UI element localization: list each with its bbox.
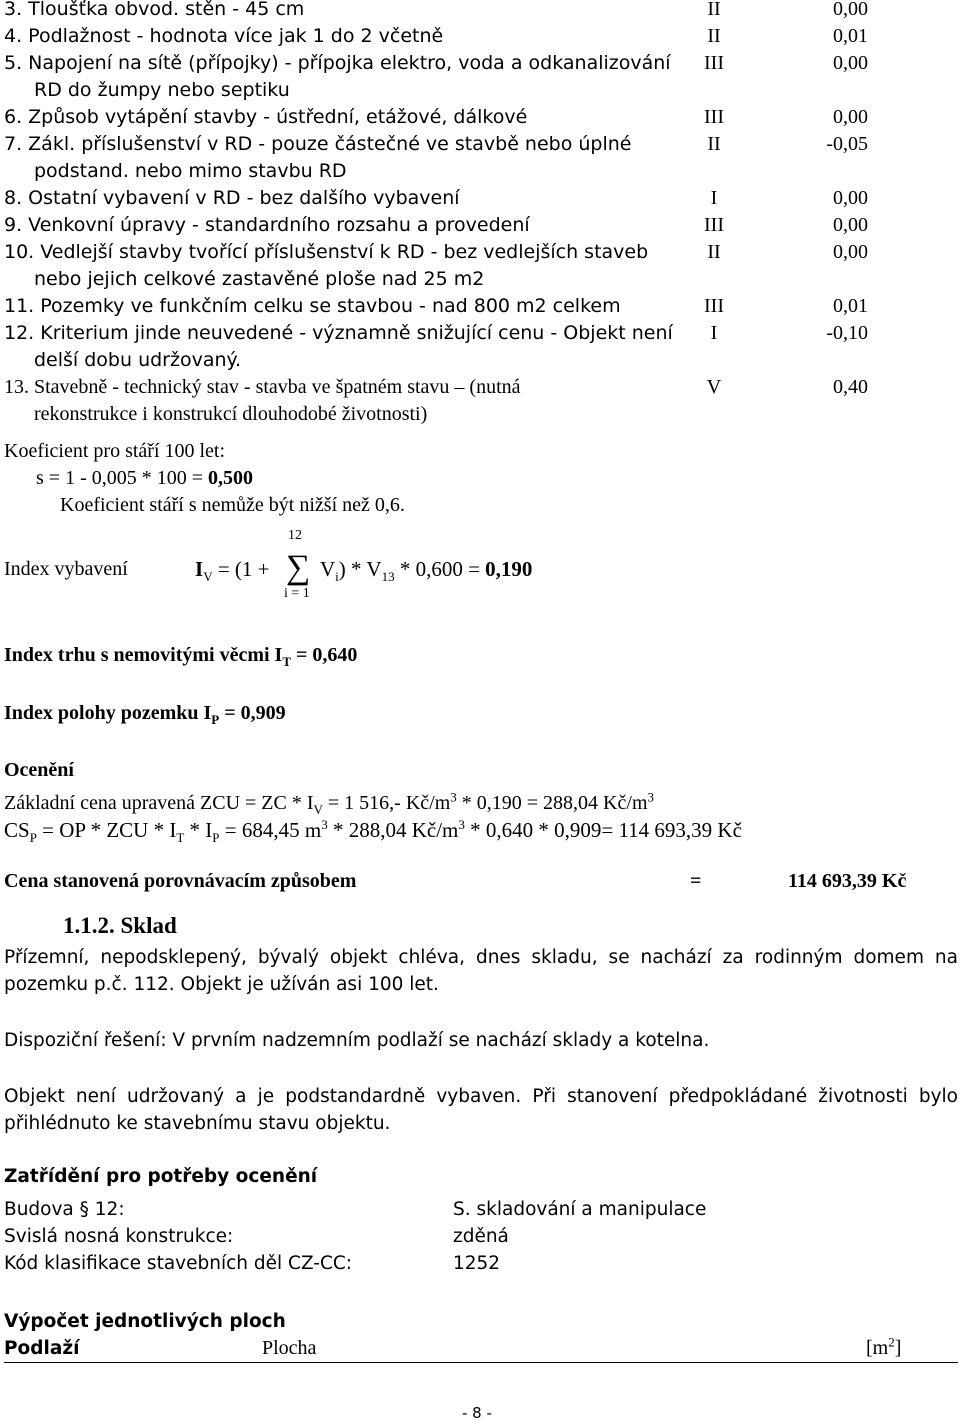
age-result: 0,500 [208,467,254,489]
price-label: Cena stanovená porovnávacím způsobem [4,870,357,892]
criterion-text: 9. Venkovní úpravy - standardního rozsahu a provedení [4,214,530,236]
criterion-value: 0,00 [833,52,868,74]
section-para-1: Přízemní, nepodsklepený, bývalý objekt chléva, dnes skladu, se nachází za rodinným domem na pozemku p.č. 112. Objekt je užíván asi 100 let. [4,947,958,995]
age-formula: s = 1 - 0,005 * 100 = 0,500 [36,467,254,489]
section-heading: 1.1.2. Sklad [63,913,177,938]
criterion-value: 0,00 [833,0,868,20]
criterion-level: II [707,25,721,47]
criterion-row [4,50,954,104]
equipment-index-result: 0,190 [485,557,533,581]
class-row-3-label: Kód klasifikace stavebních děl CZ-CC: [4,1253,353,1274]
equipment-index-formula-tail: $V_i) * V_{13} * 0,600 = 0,190$ [320,557,533,585]
areas-header-rule [4,1362,958,1363]
criterion-row [4,374,954,428]
criterion-text-continued: delší dobu udržovaný. [34,349,242,371]
criterion-level: V [706,376,722,398]
criterion-text: 8. Ostatní vybavení v RD - bez dalšího vybavení [4,187,460,209]
criterion-value: 0,00 [833,187,868,209]
criterion-text-continued: podstand. nebo mimo stavbu RD [34,160,347,182]
equipment-index-formula: $I_V = (1$ + [195,557,270,585]
criterion-text-continued: RD do žumpy nebo septiku [34,79,290,101]
sum-bottom: i = 1 [284,586,310,601]
areas-heading: Výpočet jednotlivých ploch [4,1311,286,1332]
criterion-level: I [710,322,718,344]
criterion-value: 0,00 [833,106,868,128]
criterion-level: III [704,52,724,74]
location-index: Index polohy pozemku $I_P = 0,909$ [4,702,286,727]
criterion-level: II [707,0,721,20]
price-equals: = [690,870,702,892]
criterion-level: III [704,214,724,236]
criterion-text: 3. Tloušťka obvod. stěn - 45 cm [4,0,305,20]
price-value: 114 693,39 Kč [788,870,907,892]
class-row-2-label: Svislá nosná konstrukce: [4,1226,234,1247]
criterion-level: II [707,133,721,155]
criterion-text-continued: nebo jejich celkové zastavěné ploše nad 25 m2 [34,268,485,290]
criterion-text: 5. Napojení na sítě (přípojky) - přípojka elektro, voda a odkanalizování [4,52,671,74]
areas-col-area: Plocha [262,1337,317,1359]
market-index: Index trhu s nemovitými věcmi $I_T = 0,640$ [4,644,358,669]
criterion-text: 12. Kriterium jinde neuvedené - významně snižující cenu - Objekt není [4,322,673,344]
criterion-text: 6. Způsob vytápění stavby - ústřední, etážové, dálkové [4,106,528,128]
section-para-2: Dispoziční řešení: V prvním nadzemním podlaží se nachází sklady a kotelna. [4,1030,710,1051]
criterion-level: II [707,241,721,263]
criterion-text: 13. Stavebně - technický stav - stavba ve špatném stavu – (nutná [4,376,521,398]
class-row-1-label: Budova § 12: [4,1199,125,1220]
class-row-1-value: S. skladování a manipulace [453,1199,707,1220]
criterion-text-continued: rekonstrukce i konstrukcí dlouhodobé životnosti) [34,403,428,425]
sum-top: 12 [288,528,302,543]
criterion-value: 0,01 [833,25,868,47]
criterion-level: I [710,187,718,209]
criterion-value: -0,10 [826,322,868,344]
criterion-value: 0,00 [833,241,868,263]
criterion-value: 0,01 [833,295,868,317]
equipment-index-label: Index vybavení [4,558,128,580]
sum-symbol: ∑ [286,549,311,586]
criterion-text: 11. Pozemky ve funkčním celku se stavbou - nad 800 m2 celkem [4,295,621,317]
criterion-text: 10. Vedlejší stavby tvořící příslušenství k RD - bez vedlejších staveb [4,241,649,263]
criterion-value: -0,05 [826,133,868,155]
areas-col-unit: $[m^2]$ [866,1334,902,1359]
criterion-value: 0,40 [833,376,868,398]
criterion-level: III [704,295,724,317]
page-number: - 8 - [462,1404,492,1422]
criterion-text: 7. Zákl. příslušenství v RD - pouze částečné ve stavbě nebo úplné [4,133,632,155]
age-heading: Koeficient pro stáří 100 let: [4,440,226,462]
criterion-text: 4. Podlažnost - hodnota více jak 1 do 2 včetně [4,25,444,47]
criterion-row [4,239,954,293]
classification-heading: Zatřídění pro potřeby ocenění [4,1166,318,1187]
cs-line: $CS_P$ = OP * ZCU * $I_T * I_P = 684,45$ $m^3 * 288,04$ $Kč/m^3 * 0,640 * 0,909= 114$ 693,39 Kč [4,817,742,846]
section-para-3: Objekt není udržovaný a je podstandardně vybaven. Při stanovení předpokládané životnosti bylo přihlédnuto ke stavebnímu stavu objektu. [4,1086,958,1134]
age-note: Koeficient stáří s nemůže být nižší než 0,6. [60,494,405,516]
criterion-level: III [704,106,724,128]
valuation-heading: Ocenění [4,759,74,781]
class-row-2-value: zděná [453,1226,509,1247]
criterion-value: 0,00 [833,214,868,236]
class-row-3-value: 1252 [453,1253,501,1274]
areas-col-floor: Podlaží [4,1338,80,1359]
zcu-line: Základní cena upravená ZCU = ZC * $I_V = 1$ 516,- $Kč/m^3 * 0,190 = 288,04$ $Kč/m^3$ [4,789,654,817]
criterion-row [4,320,954,374]
criterion-row [4,131,954,185]
